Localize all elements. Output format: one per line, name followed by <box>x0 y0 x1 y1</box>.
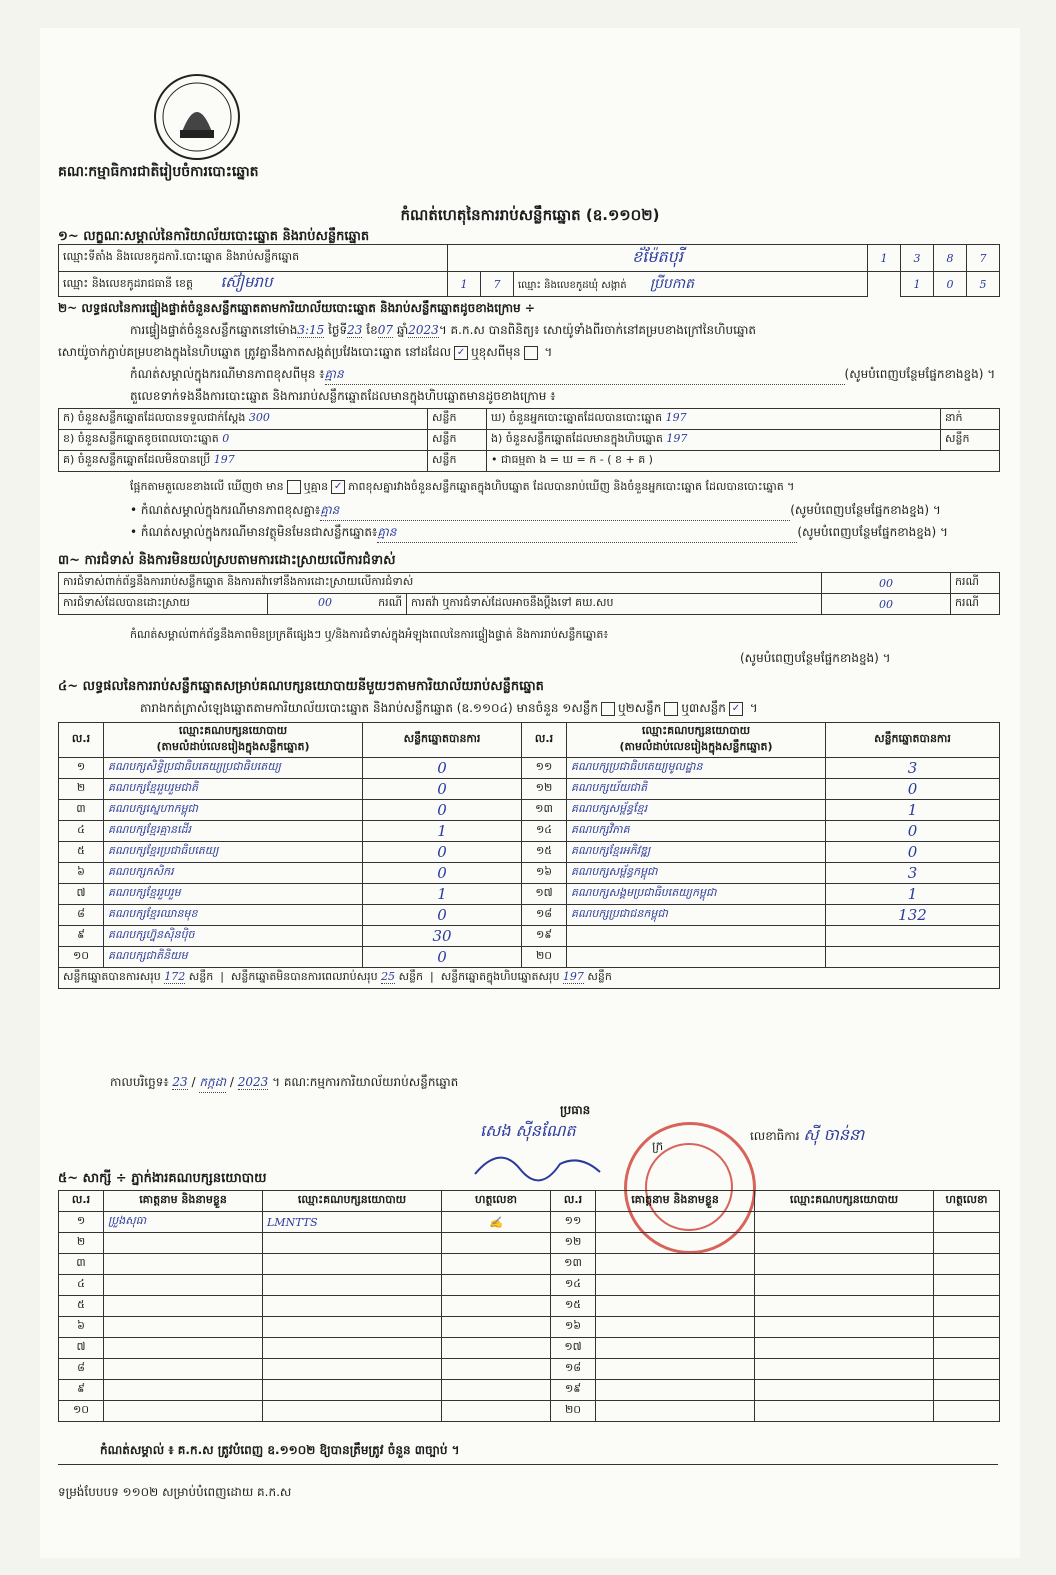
row-number: ៣ <box>59 1254 104 1275</box>
party-name: គណបក្សយ័យជាតិ <box>567 779 826 800</box>
party-name: គណបក្សខ្មែររួបរួមជាតិ <box>104 779 363 800</box>
row-number: ២០ <box>551 1401 596 1422</box>
commune-label: ឈ្មោះ និងលេខកូដឃុំ សង្កាត់ ប្រីបកាត <box>514 272 868 297</box>
same-checkbox[interactable]: ✓ <box>454 346 468 360</box>
witness-party <box>755 1275 934 1296</box>
row-number: ២ <box>59 779 104 800</box>
row-number: ១៨ <box>522 905 567 926</box>
secretary-line: លេខាធិការ សុី ចាន់នា <box>750 1125 865 1144</box>
party-votes <box>826 947 1000 968</box>
witness-party <box>263 1254 442 1275</box>
received-ballots: ក) ចំនួនសន្លឹកឆ្នោតដែលបានទទួលជាក់ស្តែង 300 <box>59 409 428 430</box>
commune-code-3: 5 <box>967 272 1000 297</box>
province-code-2: 7 <box>481 272 514 297</box>
witness-name <box>104 1401 263 1422</box>
signing-date-line: កាលបរិច្ឆេទ៖ 23 / កក្កដា / 2023 ។ គណៈកម្មការការិយាល័យរាប់សន្លឹកឆ្នោត <box>110 1074 458 1093</box>
witness-party <box>263 1275 442 1296</box>
witness-signature <box>934 1296 1000 1317</box>
row-number: ៨ <box>59 1359 104 1380</box>
table-row <box>59 758 1000 779</box>
bullet-difference: • កំណត់សម្គាល់ក្នុងករណីមានភាពខុសគ្នា៖គ្មាន (សូមបំពេញបន្ថែមផ្នែកខាងខ្នង) ។ <box>130 502 941 521</box>
province-value: ស៊ៀមរាប <box>220 273 273 291</box>
table-row <box>59 863 1000 884</box>
witness-signature <box>442 1359 551 1380</box>
witness-name <box>104 1317 263 1338</box>
witness-party <box>263 1317 442 1338</box>
resolved-label: ការជំទាស់ដែលបានដោះស្រាយ <box>59 594 268 615</box>
totals-row: សន្លឹកឆ្នោតបានការសរុប 172 សន្លឹក | សន្លឹកឆ្នោតមិនបានការពេលរាប់សរុប 25 សន្លឹក | សន្លឹកឆ្នោតក្នុងហិបឆ្នោតសរុប 197 សន្លឹក <box>59 968 1000 989</box>
witness-party <box>263 1359 442 1380</box>
party-votes: 3 <box>826 758 1000 779</box>
appeal-count: 00 <box>822 594 951 615</box>
party-name: គណបក្សកសិករ <box>104 863 363 884</box>
table-row <box>59 779 1000 800</box>
station-code-4: 7 <box>967 245 1000 272</box>
witness-name <box>596 1338 755 1359</box>
witness-party <box>755 1233 934 1254</box>
row-number: ១៥ <box>551 1296 596 1317</box>
witness-party <box>263 1233 442 1254</box>
commune-value: ប្រីបកាត <box>649 275 695 292</box>
section-2-title: ២~ លទ្ធផលនៃការផ្ទៀងផ្ទាត់ចំនួនសន្លឹកឆ្នោតតាមការិយាល័យបោះឆ្នោត និងរាប់សន្លឹកឆ្នោតដូចខាងក្រោម ÷ <box>58 301 535 315</box>
commune-code-1: 1 <box>901 272 934 297</box>
witness-signature <box>934 1212 1000 1233</box>
table-row <box>59 1338 1000 1359</box>
row-number: ១៧ <box>522 884 567 905</box>
row-number: ៥ <box>59 1296 104 1317</box>
secretary-name: សុី ចាន់នា <box>803 1125 865 1144</box>
row-number: ៤ <box>59 821 104 842</box>
verification-time-line: ការផ្ទៀងផ្ទាត់ចំនួនសន្លឹកឆ្នោតនៅម៉ោង3:15 ថ្ងៃទី23 ខែ07 ឆ្នាំ2023។ គ.ក.ស បានពិនិត្យ៖ សោយ៉ូទាំងពីរចាក់នៅគម្របខាងក្រៅនៃហិបឆ្នោត <box>130 323 757 337</box>
row-number: ៩ <box>59 1380 104 1401</box>
ballot-figures-table: ក) ចំនួនសន្លឹកឆ្នោតដែលបានទទួលជាក់ស្តែង 300 សន្លឹក ឃ) ចំនួនអ្នកបោះឆ្នោតដែលបានបោះឆ្នោត 197 នាក់ ខ) ចំនួនសន្លឹកឆ្នោតខូចពេលបោះឆ្នោត 0 សន្លឹក ង) ចំនួនសន្លឹកឆ្នោតដែលមានក្នុងហិបឆ្នោត 197 សន្លឹក គ) ចំនួនសន្លឹកឆ្នោតដែលមិនបានប្រើ 197 សន្លឹក • ជាធម្មតា ង = ឃ = ក - ( ខ + គ ) <box>58 408 1000 472</box>
party-name: គណបក្សហ្វ៊ុនស៊ិនប៉ិច <box>104 926 363 947</box>
table-row <box>59 842 1000 863</box>
party-votes <box>826 926 1000 947</box>
spoiled-ballots: ខ) ចំនួនសន្លឹកឆ្នោតខូចពេលបោះឆ្នោត 0 <box>59 430 428 451</box>
row-number: ១៨ <box>551 1359 596 1380</box>
party-votes: 1 <box>363 884 522 905</box>
party-name: គណបក្សសម្ព័ន្ធកម្ពុជា <box>567 863 826 884</box>
nec-emblem-icon <box>152 72 242 162</box>
difference-note-value: គ្មាន <box>325 366 845 385</box>
witness-signature <box>934 1317 1000 1338</box>
row-number: ៩ <box>59 926 104 947</box>
unused-ballots: គ) ចំនួនសន្លឹកឆ្នោតដែលមិនបានប្រើ 197 <box>59 451 428 472</box>
party-name: គណបក្សស្នេហាកម្ពុជា <box>104 800 363 821</box>
witness-party <box>755 1296 934 1317</box>
witness-name <box>104 1254 263 1275</box>
party-votes: 30 <box>363 926 522 947</box>
witness-table: ល.រ គោត្តនាម និងនាមខ្លួន ឈ្មោះគណបក្សនយោបាយ ហត្ថលេខា ល.រ គោត្តនាម និងនាមខ្លួន ឈ្មោះគណបក្សនយោបាយ ហត្ថលេខា ១ ប្រួងសុធា LMNTTS ✍ ១១ ២ ១២ ៣ ១៣ ៤ ១៤ ៥ ១៥ ៦ ១៦ ៧ ១៧ ៨ ១៨ ៩ ១៩ ១០ ២០ <box>58 1190 1000 1422</box>
witness-party <box>755 1380 934 1401</box>
row-number: ៦ <box>59 1317 104 1338</box>
party-votes: 1 <box>363 821 522 842</box>
total-valid: 172 <box>164 970 186 983</box>
witness-signature <box>442 1380 551 1401</box>
row-number: ១១ <box>551 1212 596 1233</box>
bullet-nonballot: • កំណត់សម្គាល់ក្នុងករណីមានវត្ថុមិនមែនជាសន្លឹកឆ្នោត៖គ្មាន (សូមបំពេញបន្ថែមផ្នែកខាងខ្នង) ។ <box>130 524 948 543</box>
total-in-box: 197 <box>562 970 584 983</box>
witness-name <box>104 1296 263 1317</box>
witness-name <box>596 1254 755 1275</box>
witness-name <box>104 1380 263 1401</box>
party-name: គណបក្សវិភាគ <box>567 821 826 842</box>
party-name: គណបក្សខ្មែរគ្មានដើរ <box>104 821 363 842</box>
table-row <box>59 1359 1000 1380</box>
chair-name: សេង ស៊ីនណែត <box>480 1121 576 1140</box>
row-number: ១២ <box>551 1233 596 1254</box>
party-name: គណបក្សប្រជាធិបតេយ្យមូលដ្ឋាន <box>567 758 826 779</box>
row-number: ៧ <box>59 884 104 905</box>
witness-signature <box>442 1338 551 1359</box>
witness-party: LMNTTS <box>263 1212 442 1233</box>
row-number: ១ <box>59 1212 104 1233</box>
row-number: ១០ <box>59 947 104 968</box>
verify-month: 07 <box>377 323 393 337</box>
difference-note-line: កំណត់សម្គាល់ក្នុងករណីមានភាពខុសពីមុន ៖គ្មាន (សូមបំពេញបន្ថែមផ្នែកខាងខ្នង) ។ <box>130 366 995 385</box>
irregularity-fill-hint: (សូមបំពេញបន្ថែមផ្នែកខាងខ្នង) ។ <box>740 651 891 665</box>
station-code-1: 1 <box>868 245 901 272</box>
witness-party <box>755 1359 934 1380</box>
witness-name: ប្រួងសុធា <box>104 1212 263 1233</box>
three-sheet-checkbox[interactable]: ✓ <box>729 702 743 716</box>
witness-signature <box>442 1401 551 1422</box>
objections-count-label: ការជំទាស់ពាក់ព័ន្ធនឹងការរាប់សន្លឹកឆ្នោត និងការតវ៉ាទៅនឹងការដោះស្រាយលើការជំទាស់ <box>59 573 822 594</box>
province-label: ឈ្មោះ និងលេខកូដរាជធានី ខេត្ត ស៊ៀមរាប <box>59 272 448 297</box>
row-number: ១៦ <box>522 863 567 884</box>
witness-party <box>755 1338 934 1359</box>
witness-party <box>263 1296 442 1317</box>
voters-count: ឃ) ចំនួនអ្នកបោះឆ្នោតដែលបានបោះឆ្នោត 197 <box>487 409 941 430</box>
row-number: ១៣ <box>551 1254 596 1275</box>
party-votes: 0 <box>363 947 522 968</box>
objections-count: 00 <box>822 573 951 594</box>
witness-name <box>596 1359 755 1380</box>
party-votes: 0 <box>363 842 522 863</box>
party-name <box>567 926 826 947</box>
has-difference-checkbox[interactable] <box>287 480 301 494</box>
witness-name <box>104 1275 263 1296</box>
witness-signature <box>934 1380 1000 1401</box>
witness-name <box>104 1233 263 1254</box>
witness-signature <box>934 1338 1000 1359</box>
row-number: ៤ <box>59 1275 104 1296</box>
party-name: គណបក្សខ្មែរអភិវឌ្ឍ <box>567 842 826 863</box>
witness-signature: ✍ <box>442 1212 551 1233</box>
table-row <box>59 926 1000 947</box>
party-name: គណបក្សប្រជាជនកម្ពុជា <box>567 905 826 926</box>
row-number: ១១ <box>522 758 567 779</box>
witness-signature <box>934 1233 1000 1254</box>
figures-intro: តួលេខទាក់ទងនឹងការបោះឆ្នោត និងការរាប់សន្លឹកឆ្នោតដែលមានក្នុងហិបឆ្នោតមានដូចខាងក្រោម ៖ <box>130 389 556 403</box>
station-code-2: 3 <box>901 245 934 272</box>
witness-party <box>263 1401 442 1422</box>
org-name: គណៈកម្មាធិការជាតិរៀបចំការបោះឆ្នោត <box>58 164 259 180</box>
form-footer: ទម្រង់បែបបទ ១១០២ សម្រាប់បំពេញដោយ គ.ក.ស <box>58 1485 292 1499</box>
document-title: កំណត់ហេតុនៃការរាប់សន្លឹកឆ្នោត (ឧ.១១០២) <box>400 206 660 224</box>
station-value: ខ័ម៉ែតបុរី <box>448 245 868 272</box>
section-4-title: ៤~ លទ្ធផលនៃការរាប់សន្លឹកឆ្នោតសម្រាប់គណបក្សនយោបាយនីមួយៗតាមការិយាល័យរាប់សន្លឹកឆ្នោត <box>58 679 544 694</box>
tally-sheets-line: តារាងកត់ត្រាសំឡេងឆ្នោតតាមការិយាល័យបោះឆ្នោត និងរាប់សន្លឹកឆ្នោត (ឧ.១១០៤) មានចំនួន ១សន្លឹក ឬ២សន្លឹក ឬ៣សន្លឹក ✓ ។ <box>140 701 758 715</box>
party-votes: 0 <box>363 863 522 884</box>
row-number: ៣ <box>59 800 104 821</box>
resolved-count: 00 ករណី <box>268 594 407 615</box>
witness-signature <box>442 1317 551 1338</box>
one-sheet-checkbox[interactable] <box>601 702 615 716</box>
table-row <box>59 1212 1000 1233</box>
commune-code-2: 0 <box>934 272 967 297</box>
witness-name <box>596 1401 755 1422</box>
table-row <box>59 884 1000 905</box>
party-results-table: ល.រ ឈ្មោះគណបក្សនយោបាយ (តាមលំដាប់លេខរៀងក្នុងសន្លឹកឆ្នោត) សន្លឹកឆ្នោតបានការ ល.រ ឈ្មោះគណបក្សនយោបាយ (តាមលំដាប់លេខរៀងក្នុងសន្លឹកឆ្នោត) សន្លឹកឆ្នោតបានការ ១ គណបក្សសិទ្ធិប្រជាធិបតេយ្យប្រជាធិបតេយ្យ 0 ១១ គណបក្សប្រជាធិបតេយ្យមូលដ្ឋាន 3 ២ គណបក្សខ្មែររួបរួមជាតិ 0 ១២ គណបក្សយ័យជាតិ 0 ៣ គណបក្សស្នេហាកម្ពុជា 0 ១៣ គណបក្សសម្ព័ន្ធខ្មែរ 1 ៤ គណបក្សខ្មែរគ្មានដើរ 1 ១៤ គណបក្សវិភាគ 0 ៥ គណបក្សខ្មែរប្រជាធិបតេយ្យ 0 ១៥ គណបក្សខ្មែរអភិវឌ្ឍ 0 ៦ គណបក្សកសិករ 0 ១៦ គណបក្សសម្ព័ន្ធកម្ពុជា 3 ៧ គណបក្សខ្មែររួបរួម 1 ១៧ គណបក្សសង្គមប្រជាធិបតេយ្យកម្ពុជា 1 ៨ គណបក្សខ្មែរឈានមុខ 0 ១៨ គណបក្សប្រជាជនកម្ពុជា 132 ៩ គណបក្សហ្វ៊ុនស៊ិនប៉ិច 30 ១៩ ១០ គណបក្សជាតិនិយម 0 ២០ សន្លឹកឆ្នោតបានការសរុប 172 សន្លឹក | សន្លឹកឆ្នោតមិនបានការពេលរាប់សរុប 25 សន្លឹក | សន្លឹកឆ្នោតក្នុងហិបឆ្នោតសរុប 197 សន្លឹក <box>58 722 1000 989</box>
witness-name <box>104 1359 263 1380</box>
verify-year: 2023 <box>408 323 439 337</box>
witness-signature <box>442 1296 551 1317</box>
witness-party <box>755 1401 934 1422</box>
row-number: ១៤ <box>522 821 567 842</box>
table-row <box>59 1380 1000 1401</box>
section-1-title: ១~ លក្ខណៈសម្គាល់នៃការិយាល័យបោះឆ្នោត និងរាប់សន្លឹកឆ្នោត <box>58 229 370 244</box>
party-name: គណបក្សខ្មែរប្រជាធិបតេយ្យ <box>104 842 363 863</box>
section-3-title: ៣~ ការជំទាស់ និងការមិនយល់ស្របតាមការដោះស្រាយលើការជំទាស់ <box>58 553 396 568</box>
row-number: ៨ <box>59 905 104 926</box>
table-row <box>59 821 1000 842</box>
party-votes: 0 <box>826 842 1000 863</box>
row-number: ១៧ <box>551 1338 596 1359</box>
party-votes: 0 <box>363 800 522 821</box>
table-row <box>59 1296 1000 1317</box>
table-row <box>59 1275 1000 1296</box>
witness-name <box>596 1296 755 1317</box>
row-number: ១៤ <box>551 1275 596 1296</box>
compare-line: ផ្អែកតាមតួលេខខាងលើ ឃើញថា មាន ឬគ្មាន ✓ ភាពខុសគ្នារវាងចំនួនសន្លឹកឆ្នោតក្នុងហិបឆ្នោត ដែលបានរាប់ឃើញ និងចំនួនអ្នកបោះឆ្នោត ដែលបានបោះឆ្នោត ។ <box>130 480 795 493</box>
witness-name <box>596 1275 755 1296</box>
row-number: ១៥ <box>522 842 567 863</box>
verify-time: 3:15 <box>297 323 325 337</box>
table-row <box>59 1254 1000 1275</box>
witness-party <box>263 1338 442 1359</box>
row-number: ២០ <box>522 947 567 968</box>
row-number: ១២ <box>522 779 567 800</box>
table-row <box>59 1317 1000 1338</box>
changed-checkbox[interactable] <box>524 346 538 360</box>
row-number: ៦ <box>59 863 104 884</box>
table-row <box>59 905 1000 926</box>
appeal-label: ការតវ៉ា ឬការជំទាស់ដែលអាចនឹងប្តឹងទៅ គឃ.សប <box>407 594 822 615</box>
verify-day: 23 <box>347 323 363 337</box>
form-sheet <box>40 28 1020 1558</box>
chair-signature-icon <box>470 1144 610 1184</box>
party-votes: 132 <box>826 905 1000 926</box>
two-sheet-checkbox[interactable] <box>664 702 678 716</box>
party-votes: 1 <box>826 800 1000 821</box>
seal-check-line: សោយ៉ូចាក់ភ្ជាប់គម្របខាងក្នុងនៃហិបឆ្នោត ត្រូវគ្នានឹងកាតសង្កត់ប្រវែងបោះឆ្នោត នៅដដែល ✓ ឬខុសពីមុន ។ <box>58 345 553 359</box>
station-label: ឈ្មោះទីតាំង និងលេខកូដការិ.បោះឆ្នោត និងរាប់សន្លឹកឆ្នោត <box>59 245 448 272</box>
party-name: គណបក្សខ្មែររួបរួម <box>104 884 363 905</box>
party-name: គណបក្សសម្ព័ន្ធខ្មែរ <box>567 800 826 821</box>
row-number: ១៦ <box>551 1317 596 1338</box>
row-number: ១ <box>59 758 104 779</box>
section-5-title: ៥~ សាក្សី ÷ ភ្នាក់ងារគណបក្សនយោបាយ <box>58 1171 267 1186</box>
party-votes: 1 <box>826 884 1000 905</box>
table-row <box>59 947 1000 968</box>
no-difference-checkbox[interactable]: ✓ <box>331 480 345 494</box>
member-label: ក្រ <box>652 1139 664 1153</box>
witness-signature <box>934 1401 1000 1422</box>
station-code-3: 8 <box>934 245 967 272</box>
witness-party <box>755 1212 934 1233</box>
row-number: ១០ <box>59 1401 104 1422</box>
party-name <box>567 947 826 968</box>
table-row <box>59 1233 1000 1254</box>
row-number: ១៣ <box>522 800 567 821</box>
formula-note: • ជាធម្មតា ង = ឃ = ក - ( ខ + គ ) <box>487 451 1000 472</box>
row-number: ៥ <box>59 842 104 863</box>
party-votes: 0 <box>363 779 522 800</box>
row-number: ២ <box>59 1233 104 1254</box>
chair-label: ប្រធាន <box>560 1103 591 1117</box>
party-votes: 0 <box>826 821 1000 842</box>
objections-table: ការជំទាស់ពាក់ព័ន្ធនឹងការរាប់សន្លឹកឆ្នោត និងការតវ៉ាទៅនឹងការដោះស្រាយលើការជំទាស់ 00 ករណី ការជំទាស់ដែលបានដោះស្រាយ 00 ករណី ការតវ៉ា ឬការជំទាស់ដែលអាចនឹងប្តឹងទៅ គឃ.សប 00 ករណី <box>58 572 1000 615</box>
total-invalid: 25 <box>381 970 396 983</box>
form-note: កំណត់សម្គាល់ ៖ គ.ក.ស ត្រូវបំពេញ ឧ.១១០២ ឱ្យបានត្រឹមត្រូវ ចំនួន ៣ច្បាប់ ។ <box>100 1443 460 1457</box>
witness-party <box>263 1380 442 1401</box>
party-votes: 3 <box>826 863 1000 884</box>
witness-name <box>596 1233 755 1254</box>
party-name: គណបក្សសង្គមប្រជាធិបតេយ្យកម្ពុជា <box>567 884 826 905</box>
row-number: ១៩ <box>551 1380 596 1401</box>
row-number: ៧ <box>59 1338 104 1359</box>
witness-name <box>596 1317 755 1338</box>
row-number: ១៩ <box>522 926 567 947</box>
party-name: គណបក្សសិទ្ធិប្រជាធិបតេយ្យប្រជាធិបតេយ្យ <box>104 758 363 779</box>
witness-name <box>596 1380 755 1401</box>
witness-party <box>755 1254 934 1275</box>
witness-party <box>755 1317 934 1338</box>
table-row <box>59 1401 1000 1422</box>
party-votes: 0 <box>826 779 1000 800</box>
irregularity-note: កំណត់សម្គាល់ពាក់ព័ន្ធនឹងភាពមិនប្រក្រតីផ្សេងៗ ឬ/និងការជំទាស់ក្នុងអំឡុងពេលនៃការផ្ទៀងផ្ទាត់ និងការរាប់សន្លឹកឆ្នោត៖ <box>130 628 609 641</box>
section-1-table <box>58 244 1000 297</box>
witness-signature <box>934 1275 1000 1296</box>
witness-name <box>596 1212 755 1233</box>
witness-name <box>104 1338 263 1359</box>
box-ballots: ង) ចំនួនសន្លឹកឆ្នោតដែលមានក្នុងហិបឆ្នោត 197 <box>487 430 941 451</box>
party-name: គណបក្សខ្មែរឈានមុខ <box>104 905 363 926</box>
party-name: គណបក្សជាតិនិយម <box>104 947 363 968</box>
witness-signature <box>934 1254 1000 1275</box>
witness-signature <box>934 1359 1000 1380</box>
party-votes: 0 <box>363 905 522 926</box>
table-row <box>59 800 1000 821</box>
witness-signature <box>442 1275 551 1296</box>
party-votes: 0 <box>363 758 522 779</box>
witness-signature <box>442 1233 551 1254</box>
province-code-1: 1 <box>448 272 481 297</box>
witness-signature <box>442 1254 551 1275</box>
